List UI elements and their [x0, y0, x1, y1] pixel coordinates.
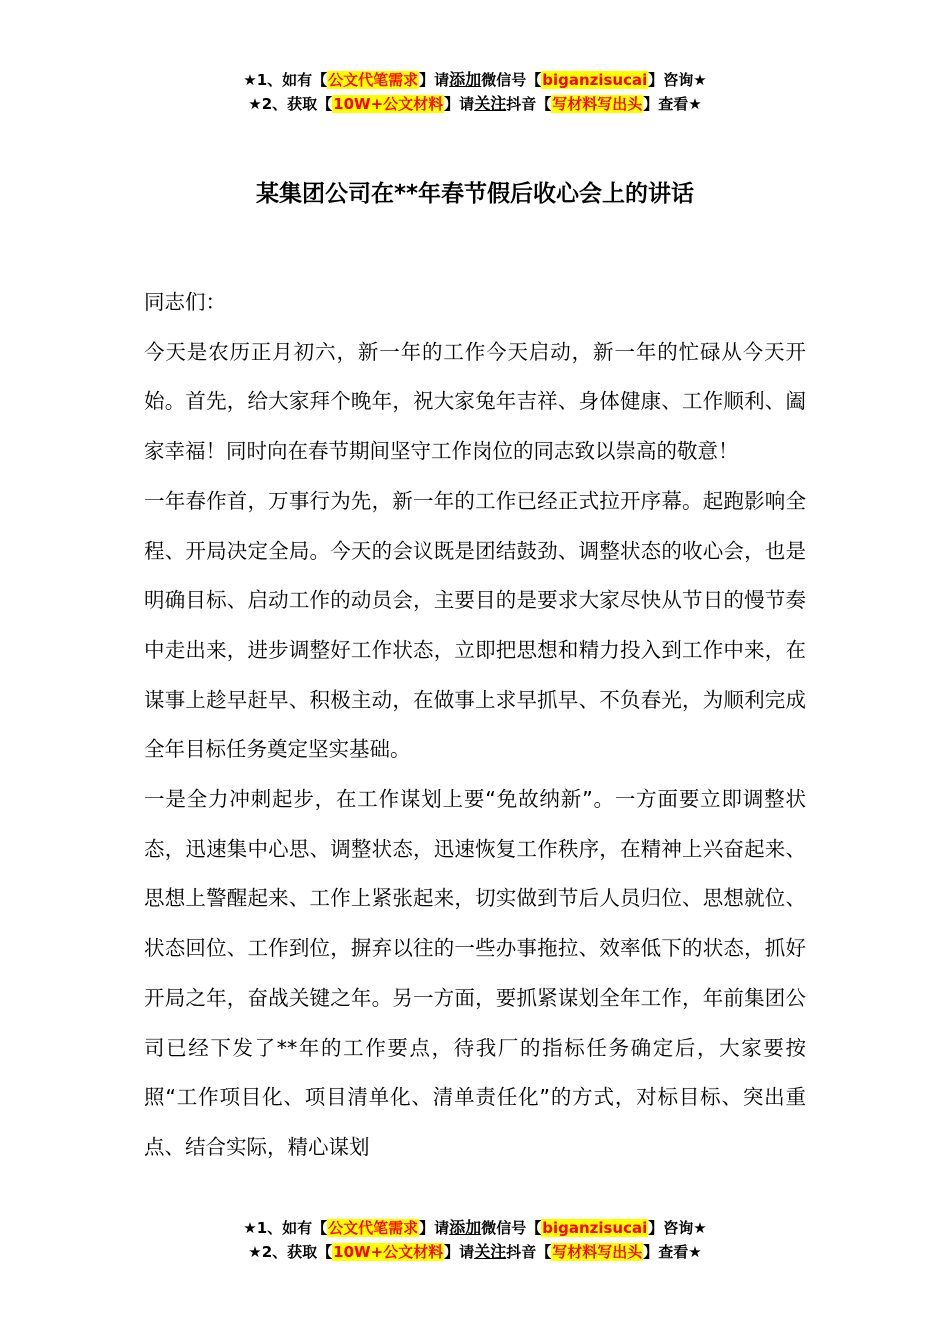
salutation: 同志们： [144, 290, 226, 314]
banner-text: 】请 [444, 1243, 475, 1261]
paragraph: 今天是农历正月初六，新一年的工作今天启动，新一年的忙碌从今天开始。首先，给大家拜个晚年，祝大家兔年吉祥、身体健康、工作顺利、阖家幸福！同时向在春节期间坚守工作岗位的同志致以崇高的敬意！ [144, 339, 806, 464]
highlight-ghostwriting: 公文代笔需求 [328, 71, 419, 89]
banner-text: 1、如有【 [256, 71, 328, 89]
top-banner [0, 68, 950, 116]
banner-text: 】查看 [643, 95, 689, 113]
banner-line-1 [0, 68, 950, 92]
banner-text: 1、如有【 [256, 1219, 328, 1237]
underlined-follow: 关注 [474, 1242, 507, 1261]
banner-text: 】请 [419, 1219, 450, 1237]
star-icon: ★ [243, 1219, 257, 1237]
highlight-materials: 10W+公文材料 [333, 95, 444, 113]
banner-text: 】请 [419, 71, 450, 89]
banner-text: 微信号【 [481, 1219, 542, 1237]
star-icon: ★ [248, 1243, 262, 1261]
star-icon: ★ [693, 1219, 707, 1237]
document-body [144, 278, 806, 1173]
highlight-wechat-id: biganzisucai [542, 1219, 648, 1237]
highlight-douyin-account: 写材料写出头 [552, 1243, 643, 1261]
bottom-banner [0, 1216, 950, 1264]
banner-text: 】咨询 [648, 1219, 694, 1237]
star-icon: ★ [688, 1243, 702, 1261]
banner-line-1 [0, 1216, 950, 1240]
paragraph: 一年春作首，万事行为先，新一年的工作已经正式拉开序幕。起跑影响全程、开局决定全局。今天的会议既是团结鼓劲、调整状态的收心会，也是明确目标、启动工作的动员会，主要目的是要求大家尽快从节日的慢节奏中走出来，进步调整好工作状态，立即把思想和精力投入到工作中来，在谋事上趁早赶早、积极主动，在做事上求早抓早、不负春光，为顺利完成全年目标任务奠定坚实基础。 [144, 488, 806, 762]
highlight-materials: 10W+公文材料 [333, 1243, 444, 1261]
star-icon: ★ [243, 71, 257, 89]
highlight-douyin-account: 写材料写出头 [552, 95, 643, 113]
underlined-follow: 关注 [474, 94, 507, 113]
banner-text: 】咨询 [648, 71, 694, 89]
banner-text: 抖音【 [506, 95, 552, 113]
banner-text: 】查看 [643, 1243, 689, 1261]
banner-text: 2、获取【 [261, 1243, 333, 1261]
highlight-wechat-id: biganzisucai [542, 71, 648, 89]
paragraph: 一是全力冲刺起步，在工作谋划上要“免故纳新”。一方面要立即调整状态，迅速集中心思、调整状态，迅速恢复工作秩序，在精神上兴奋起来、思想上警醒起来、工作上紧张起来，切实做到节后人员归位、思想就位、状态回位、工作到位，摒弃以往的一些办事拖拉、效率低下的状态，抓好开局之年，奋战关键之年。另一方面，要抓紧谋划全年工作，年前集团公司已经下发了**年的工作要点，待我厂的指标任务确定后，大家要按照“工作项目化、项目清单化、清单责任化”的方式，对标目标、突出重点、结合实际，精心谋划 [144, 787, 806, 1159]
underlined-add: 添加 [449, 1218, 482, 1237]
star-icon: ★ [693, 71, 707, 89]
star-icon: ★ [688, 95, 702, 113]
banner-text: 2、获取【 [261, 95, 333, 113]
banner-text: 抖音【 [506, 1243, 552, 1261]
star-icon: ★ [248, 95, 262, 113]
banner-line-2 [0, 92, 950, 116]
highlight-ghostwriting: 公文代笔需求 [328, 1219, 419, 1237]
banner-text: 微信号【 [481, 71, 542, 89]
underlined-add: 添加 [449, 70, 482, 89]
banner-text: 】请 [444, 95, 475, 113]
document-title: 某集团公司在**年春节假后收心会上的讲话 [255, 181, 695, 207]
banner-line-2 [0, 1240, 950, 1264]
